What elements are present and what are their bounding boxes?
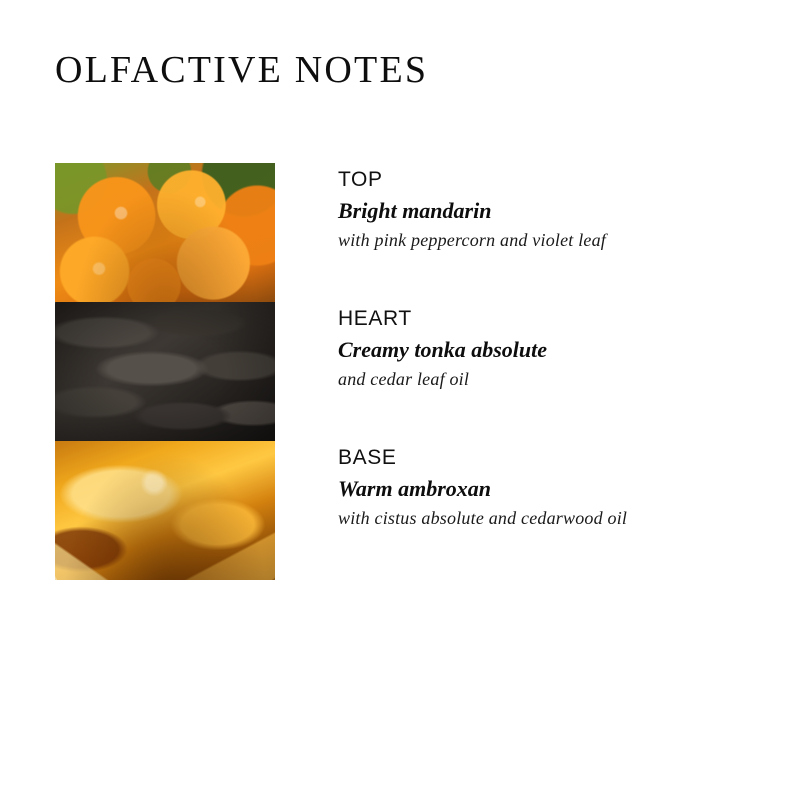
note-row [55, 302, 745, 441]
note-row [55, 163, 745, 302]
page-title: OLFACTIVE NOTES [55, 49, 429, 91]
amber-resin-photo [55, 441, 275, 580]
note-headline: Creamy tonka absolute [338, 337, 548, 363]
note-row [55, 441, 745, 580]
note-text [275, 441, 627, 530]
note-detail: with pink peppercorn and violet leaf [338, 229, 606, 250]
mandarin-oranges-photo [55, 163, 275, 302]
note-detail: with cistus absolute and cedarwood oil [338, 507, 628, 528]
note-headline: Warm ambroxan [338, 476, 492, 502]
note-detail: and cedar leaf oil [338, 368, 470, 389]
tonka-beans-photo [55, 302, 275, 441]
notes-list [55, 163, 745, 580]
note-stage-label: HEART [338, 307, 412, 330]
note-headline: Bright mandarin [338, 198, 492, 224]
note-text [275, 302, 547, 391]
note-stage-label: TOP [338, 168, 383, 191]
note-text [275, 163, 606, 252]
note-stage-label: BASE [338, 446, 397, 469]
